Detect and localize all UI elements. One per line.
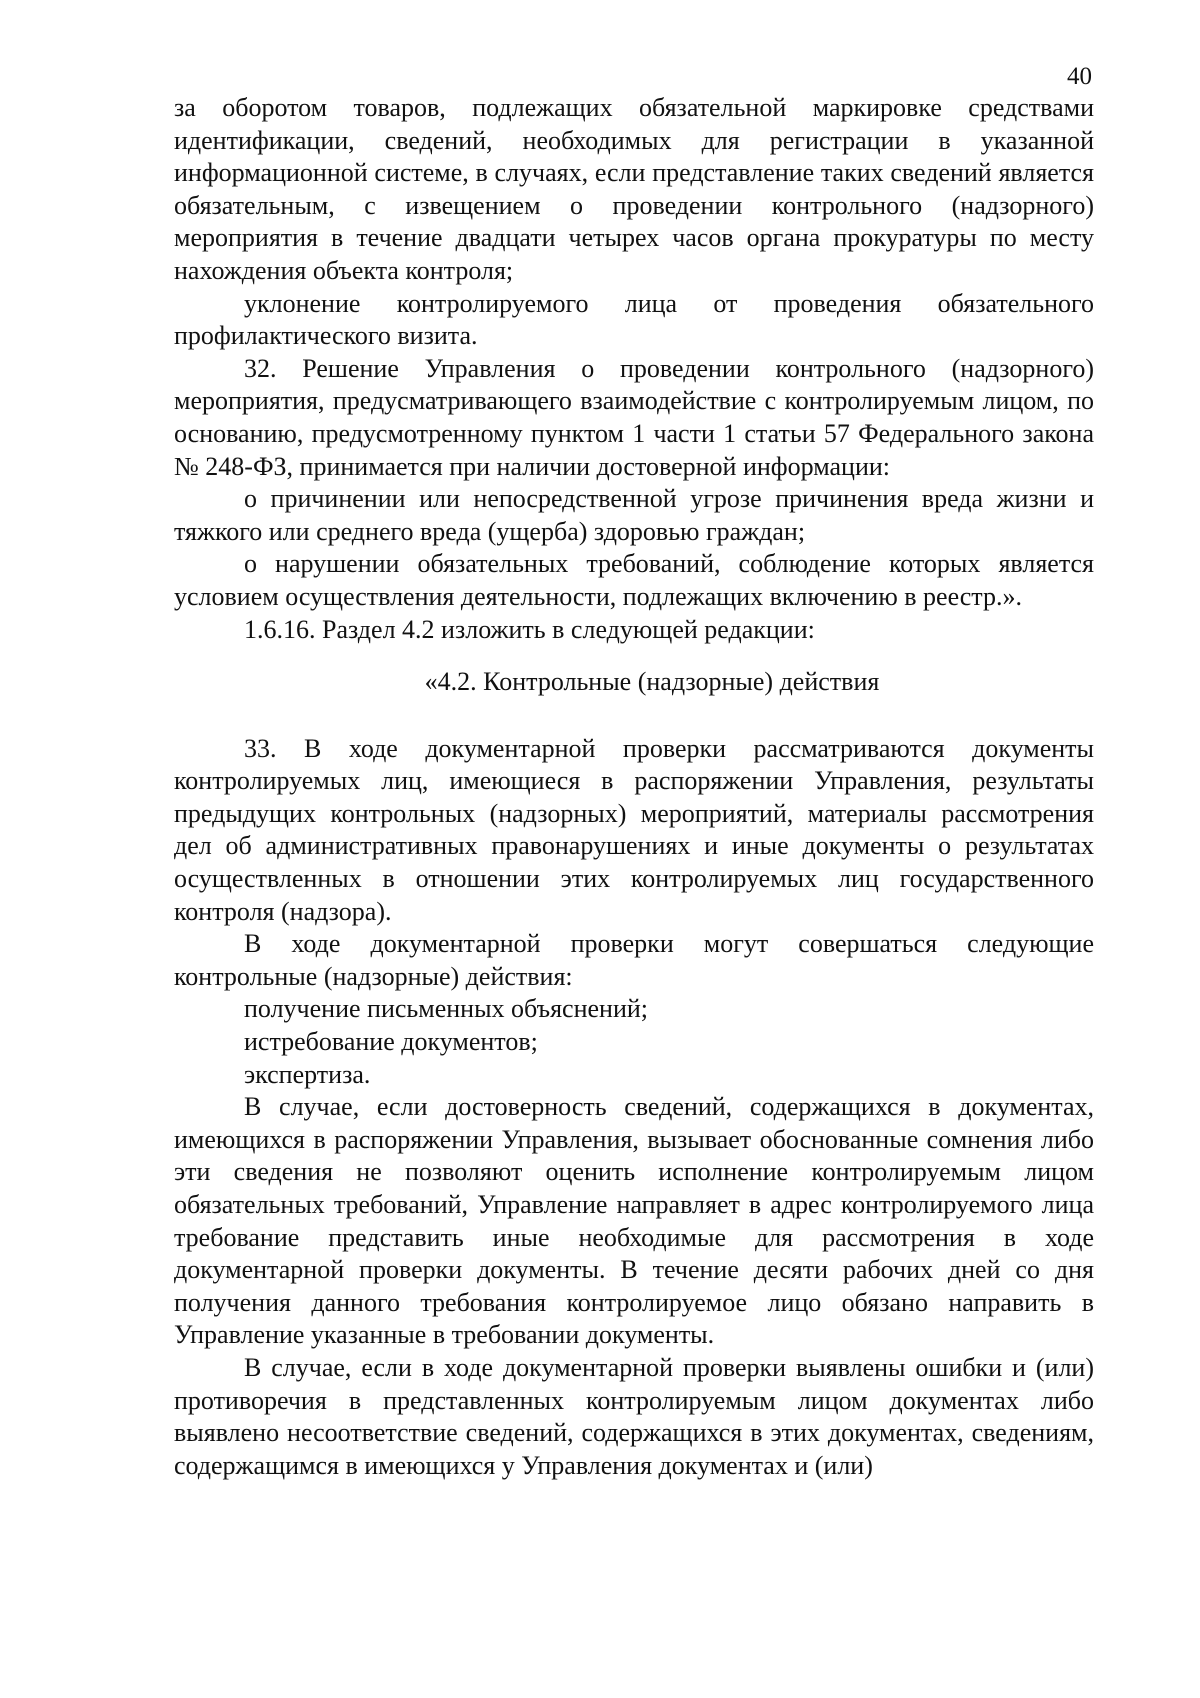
list-item-expertise: экспертиза. xyxy=(244,1059,371,1089)
section-heading: «4.2. Контрольные (надзорные) действия xyxy=(424,667,880,697)
paragraph-32: 32. Решение Управления о проведении контрольного (надзорного) мероприятия, предусматривающего взаимодействие с контролируемым лицом, по основанию, предусмотренному пунктом 1 части 1 статьи 57 Федерального закона № 248-ФЗ, принимается при наличии достоверной информации: xyxy=(174,353,1094,481)
paragraph-errors: В случае, если в ходе документарной проверки выявлены ошибки и (или) противоречия в представленных контролируемым лицом документах либо выявлено несоответствие сведений, содержащихся в этих документах, сведениям, содержащимся в имеющихся у Управления документах и (или) xyxy=(174,1352,1094,1480)
paragraph-actions-intro: В ходе документарной проверки могут совершаться следующие контрольные (надзорные) действия: xyxy=(174,929,1094,991)
document-body xyxy=(174,92,1094,1482)
list-item-explanations: получение письменных объяснений; xyxy=(244,994,648,1024)
paragraph-continuation: за оборотом товаров, подлежащих обязательной маркировке средствами идентификации, сведений, необходимых для регистрации в указанной информационной системе, в случаях, если представление таких сведений является обязательным, с извещением о проведении контрольного (надзорного) мероприятия в течение двадцати четырех часов органа прокуратуры по месту нахождения объекта контроля; xyxy=(174,93,1094,285)
paragraph-amendment: 1.6.16. Раздел 4.2 изложить в следующей редакции: xyxy=(244,614,815,644)
paragraph-violation: о нарушении обязательных требований, соблюдение которых является условием осуществления деятельности, подлежащих включению в реестр.». xyxy=(174,549,1094,611)
page-number: 40 xyxy=(1067,63,1092,90)
paragraph-33: 33. В ходе документарной проверки рассматриваются документы контролируемых лиц, имеющиеся в распоряжении Управления, результаты предыдущих контрольных (надзорных) мероприятий, материалы рассмотрения дел об административных правонарушениях и иные документы о результатах осуществленных в отношении этих контролируемых лиц государственного контроля (надзора). xyxy=(174,733,1094,926)
list-item-documents: истребование документов; xyxy=(244,1027,538,1057)
paragraph-harm: о причинении или непосредственной угрозе причинения вреда жизни и тяжкого или среднего вреда (ущерба) здоровью граждан; xyxy=(174,484,1094,546)
paragraph-evasion: уклонение контролируемого лица от проведения обязательного профилактического визита. xyxy=(174,288,1094,351)
paragraph-reliability: В случае, если достоверность сведений, содержащихся в документах, имеющихся в распоряжении Управления, вызывает обоснованные сомнения либо эти сведения не позволяют оценить исполнение контролируемым лицом обязательных требований, Управление направляет в адрес контролируемого лица требование представить иные необходимые для рассмотрения в ходе документарной проверки документы. В течение десяти рабочих дней со дня получения данного требования контролируемое лицо обязано направить в Управление указанные в требовании документы. xyxy=(174,1092,1094,1350)
